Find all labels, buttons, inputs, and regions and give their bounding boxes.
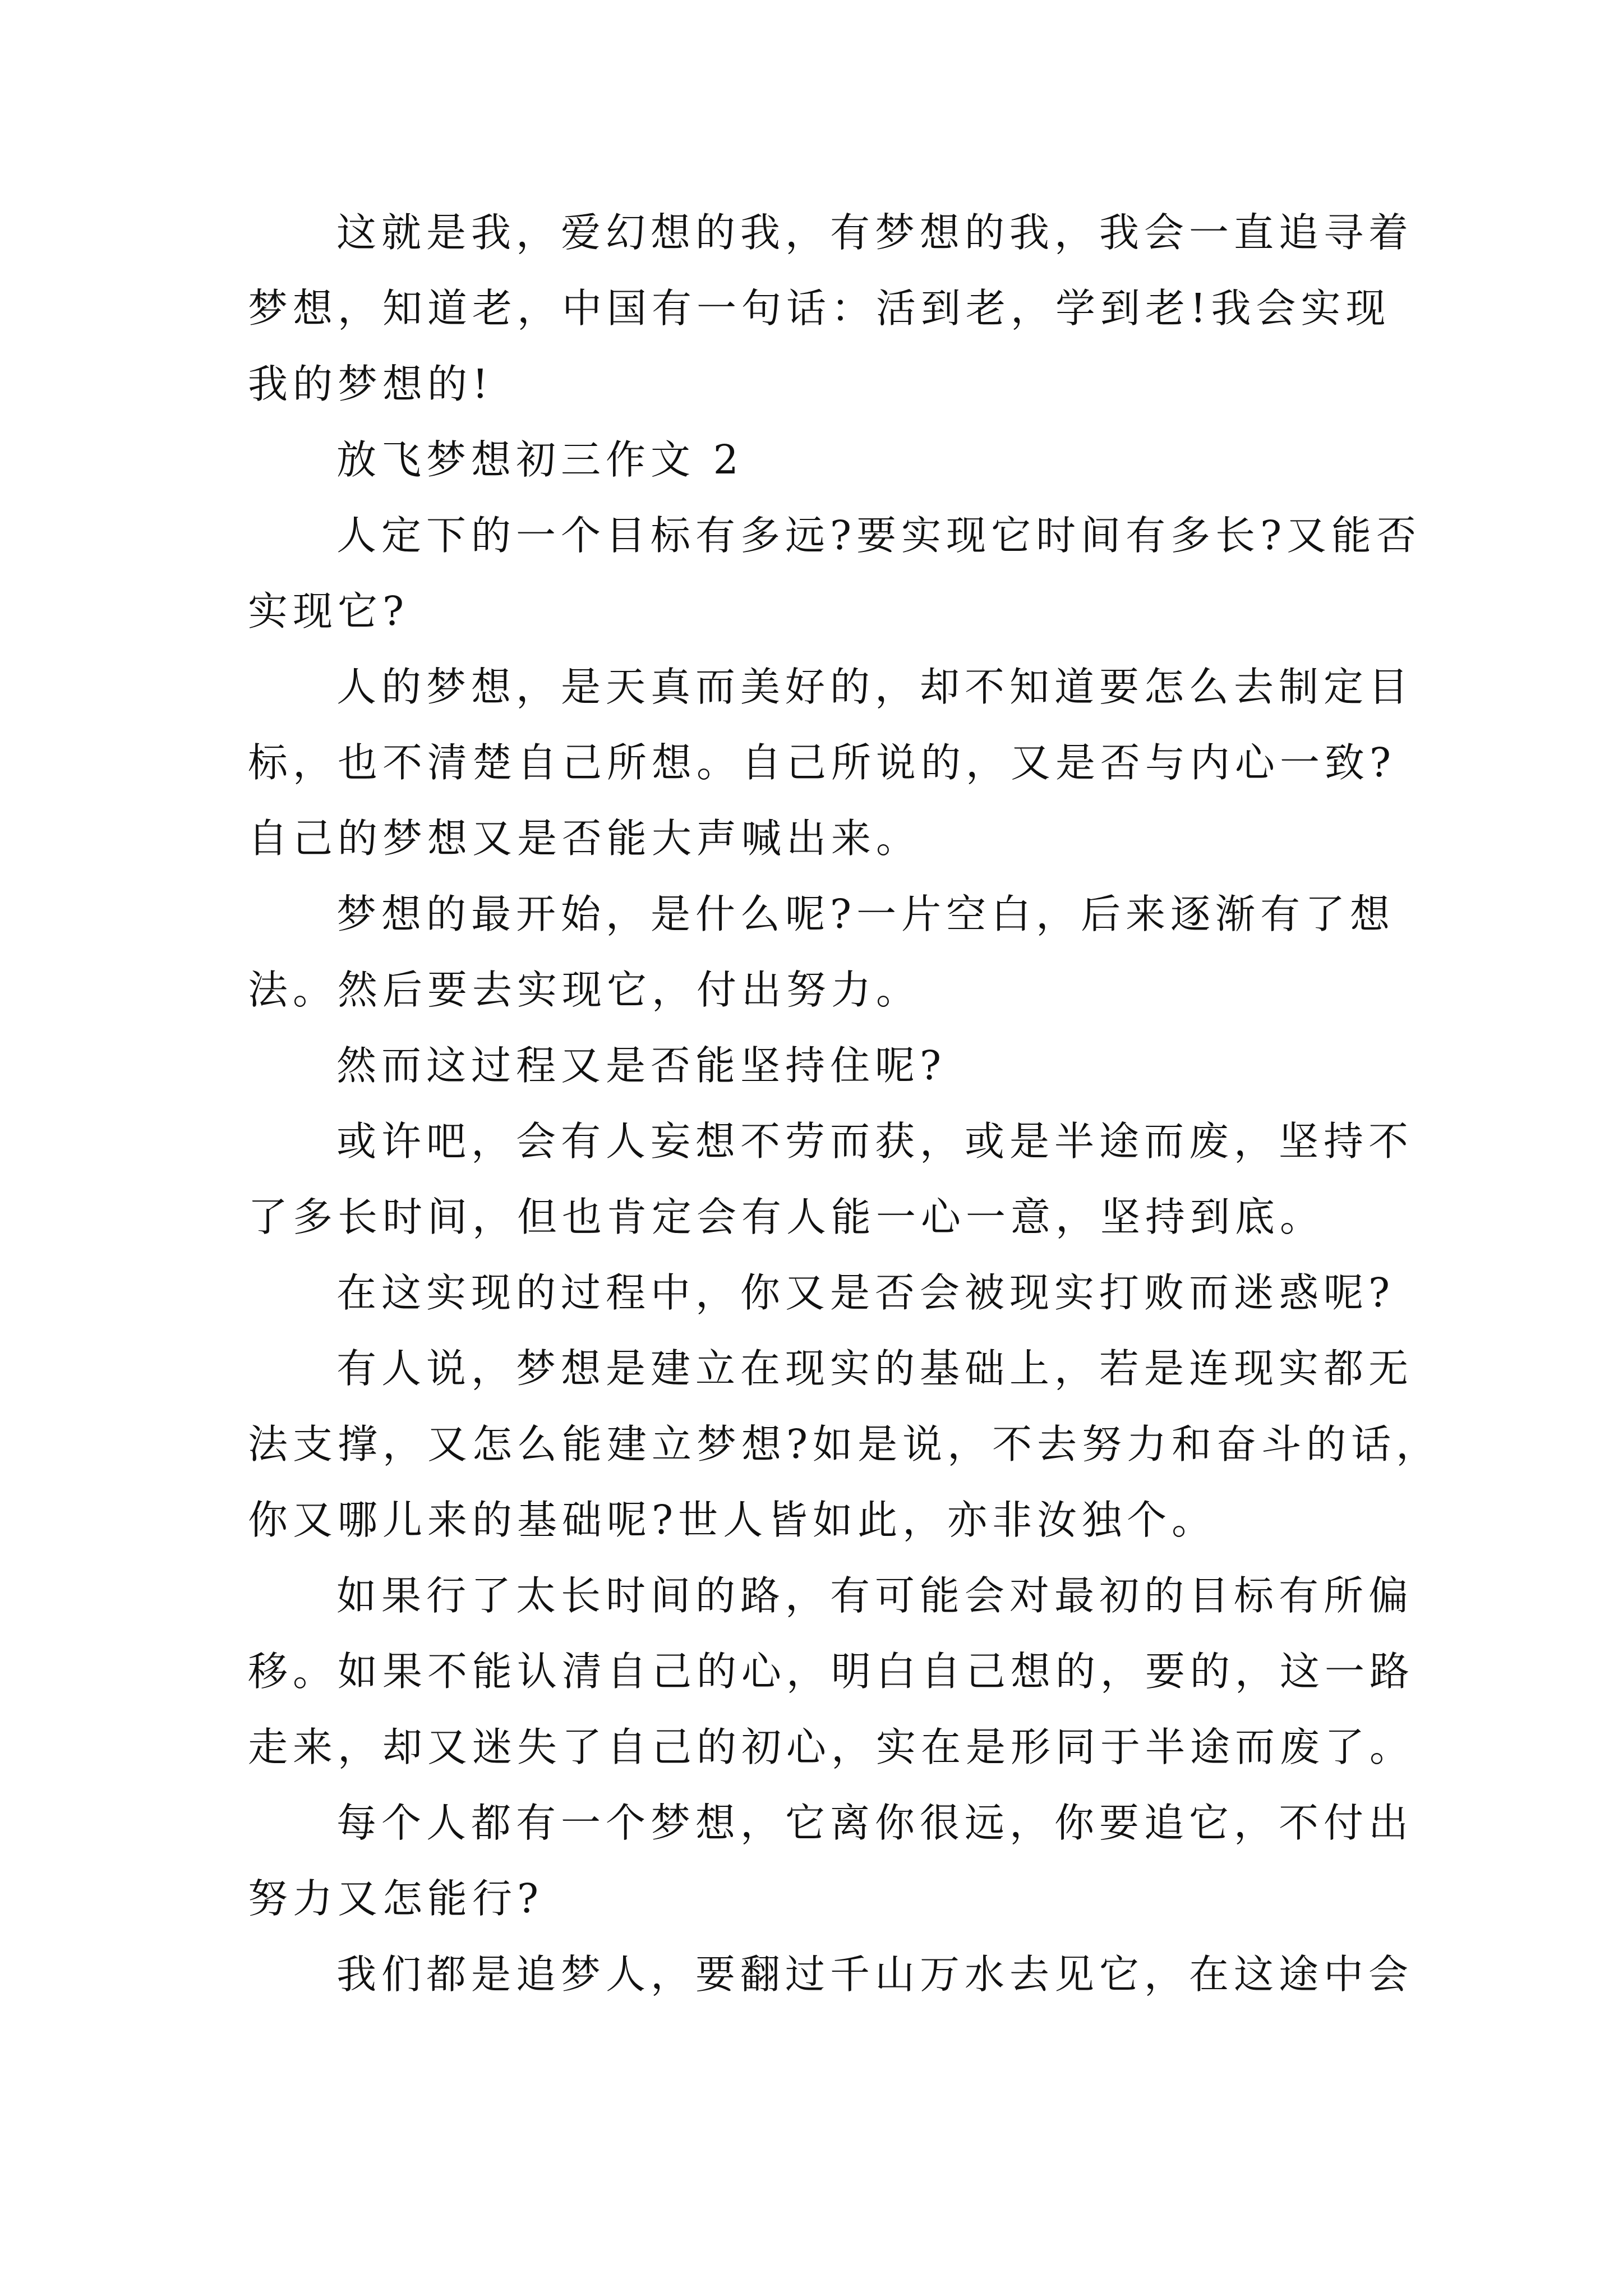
paragraph-line: 梦想的最开始，是什么呢?一片空白，后来逐渐有了想 — [336, 891, 1395, 937]
paragraph-line: 你又哪儿来的基础呢?世人皆如此，亦非汝独个。 — [248, 1497, 1217, 1543]
paragraph-line: 这就是我，爱幻想的我，有梦想的我，我会一直追寻着 — [336, 209, 1414, 256]
paragraph-line: 努力又怎能行? — [248, 1875, 544, 1922]
paragraph-line: 我们都是追梦人，要翻过千山万水去见它，在这途中会 — [336, 1951, 1414, 1998]
paragraph-line: 移。如果不能认清自己的心，明白自己想的，要的，这一路 — [248, 1648, 1415, 1695]
paragraph-line: 每个人都有一个梦想，它离你很远，你要追它，不付出 — [336, 1800, 1414, 1846]
paragraph-line: 然而这过程又是否能坚持住呢? — [336, 1042, 947, 1089]
paragraph-line: 法支撑，又怎么能建立梦想?如是说，不去努力和奋斗的话， — [248, 1421, 1441, 1467]
paragraph-line: 有人说，梦想是建立在现实的基础上，若是连现实都无 — [336, 1345, 1414, 1392]
paragraph-line: 我的梦想的! — [248, 361, 494, 407]
paragraph-line: 自己的梦想又是否能大声喊出来。 — [248, 815, 921, 862]
paragraph-line: 法。然后要去实现它，付出努力。 — [248, 967, 921, 1013]
paragraph-line: 梦想，知道老，中国有一句话：活到老，学到老!我会实现 — [248, 285, 1391, 332]
paragraph-line: 人定下的一个目标有多远?要实现它时间有多长?又能否 — [336, 512, 1422, 559]
section-heading: 放飞梦想初三作文 2 — [336, 436, 744, 483]
paragraph-line: 实现它? — [248, 588, 409, 634]
paragraph-line: 了多长时间，但也肯定会有人能一心一意，坚持到底。 — [248, 1194, 1325, 1240]
paragraph-line: 如果行了太长时间的路，有可能会对最初的目标有所偏 — [336, 1572, 1414, 1619]
paragraph-line: 或许吧，会有人妄想不劳而获，或是半途而废，坚持不 — [336, 1118, 1414, 1165]
paragraph-line: 人的梦想，是天真而美好的，却不知道要怎么去制定目 — [336, 664, 1414, 710]
paragraph-line: 在这实现的过程中，你又是否会被现实打败而迷惑呢? — [336, 1269, 1395, 1316]
paragraph-line: 走来，却又迷失了自己的初心，实在是形同于半途而废了。 — [248, 1724, 1415, 1770]
paragraph-line: 标，也不清楚自己所想。自己所说的，又是否与内心一致? — [248, 739, 1396, 786]
